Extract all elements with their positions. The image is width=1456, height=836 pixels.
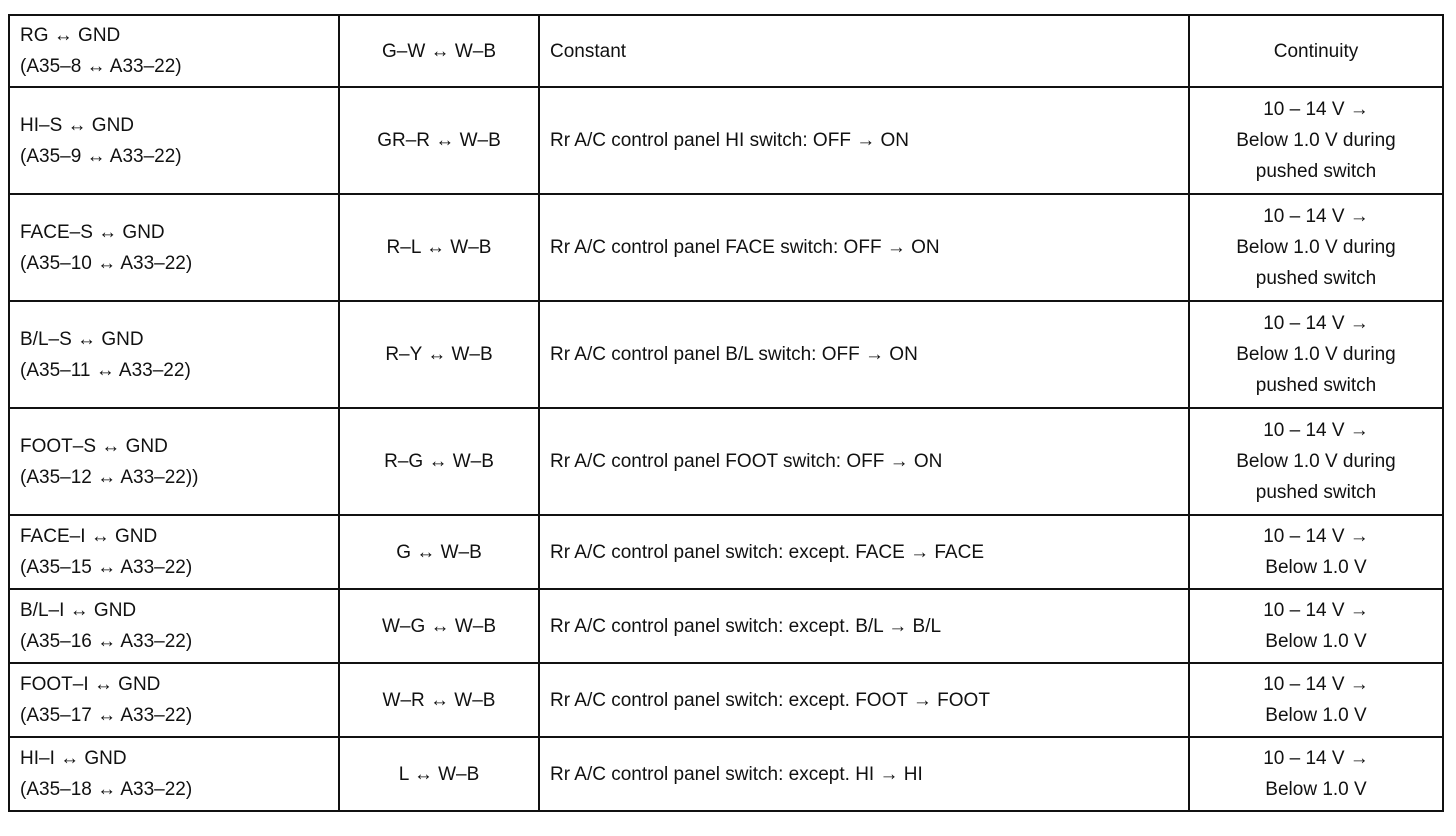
spec-line: Continuity bbox=[1273, 40, 1359, 62]
condition-cell: Rr A/C control panel FOOT switch: OFF → ON bbox=[539, 408, 1189, 515]
spec-line: pushed switch bbox=[1255, 268, 1377, 289]
specified-condition-cell bbox=[1189, 589, 1443, 663]
wire-color-cell: W–R ↔ W–B bbox=[339, 663, 539, 737]
terminal-cell bbox=[9, 15, 339, 87]
spec-line: Below 1.0 V during bbox=[1236, 130, 1396, 151]
condition-cell: Rr A/C control panel switch: except. B/L → B/L bbox=[539, 589, 1189, 663]
wire-color-cell: L ↔ W–B bbox=[339, 737, 539, 811]
table-row bbox=[9, 87, 1443, 194]
spec-line: 10 – 14 V → bbox=[1263, 206, 1369, 227]
wire-color-cell: G–W ↔ W–B bbox=[339, 15, 539, 87]
condition-cell: Rr A/C control panel switch: except. FOOT → FOOT bbox=[539, 663, 1189, 737]
terminal-pins: (A35–18 ↔ A33–22) bbox=[20, 779, 193, 800]
terminal-cell bbox=[9, 301, 339, 408]
spec-line: Below 1.0 V bbox=[1265, 705, 1367, 726]
terminal-name: FACE–S ↔ GND bbox=[20, 221, 165, 243]
specified-condition-cell bbox=[1189, 737, 1443, 811]
terminal-name: HI–I ↔ GND bbox=[20, 748, 127, 769]
table-row bbox=[9, 737, 1443, 811]
specified-condition-cell bbox=[1189, 408, 1443, 515]
terminal-cell bbox=[9, 515, 339, 589]
specified-condition-cell bbox=[1189, 301, 1443, 408]
terminal-spec-table bbox=[8, 14, 1444, 812]
table-row bbox=[9, 515, 1443, 589]
terminal-name: B/L–S ↔ GND bbox=[20, 328, 144, 350]
terminal-pins: (A35–8 ↔ A33–22) bbox=[20, 56, 182, 77]
wire-color-cell: G ↔ W–B bbox=[339, 515, 539, 589]
wire-color-cell: GR–R ↔ W–B bbox=[339, 87, 539, 194]
spec-line: 10 – 14 V → bbox=[1263, 748, 1369, 769]
table-row bbox=[9, 194, 1443, 301]
spec-line: Below 1.0 V bbox=[1265, 631, 1367, 652]
condition-cell: Rr A/C control panel switch: except. HI → HI bbox=[539, 737, 1189, 811]
table-row bbox=[9, 301, 1443, 408]
table-row bbox=[9, 408, 1443, 515]
condition-cell: Rr A/C control panel switch: except. FACE → FACE bbox=[539, 515, 1189, 589]
spec-line: 10 – 14 V → bbox=[1263, 420, 1369, 441]
spec-line: pushed switch bbox=[1255, 375, 1377, 396]
spec-line: 10 – 14 V → bbox=[1263, 99, 1369, 120]
table-row bbox=[9, 15, 1443, 87]
terminal-pins: (A35–16 ↔ A33–22) bbox=[20, 631, 193, 652]
spec-line: 10 – 14 V → bbox=[1263, 674, 1369, 695]
condition-cell: Rr A/C control panel FACE switch: OFF → ON bbox=[539, 194, 1189, 301]
terminal-name: B/L–I ↔ GND bbox=[20, 600, 137, 621]
condition-cell: Rr A/C control panel HI switch: OFF → ON bbox=[539, 87, 1189, 194]
specified-condition-cell bbox=[1189, 15, 1443, 87]
terminal-pins: (A35–11 ↔ A33–22) bbox=[20, 359, 191, 381]
terminal-name: FACE–I ↔ GND bbox=[20, 526, 158, 547]
condition-cell: Constant bbox=[539, 15, 1189, 87]
spec-line: pushed switch bbox=[1255, 161, 1377, 182]
terminal-cell bbox=[9, 589, 339, 663]
spec-line: 10 – 14 V → bbox=[1263, 313, 1369, 334]
terminal-cell bbox=[9, 663, 339, 737]
spec-line: 10 – 14 V → bbox=[1263, 526, 1369, 547]
spec-line: Below 1.0 V during bbox=[1236, 344, 1396, 365]
terminal-pins: (A35–10 ↔ A33–22) bbox=[20, 252, 193, 274]
table-row bbox=[9, 663, 1443, 737]
terminal-name: FOOT–I ↔ GND bbox=[20, 674, 161, 695]
spec-line: 10 – 14 V → bbox=[1263, 600, 1369, 621]
terminal-pins: (A35–15 ↔ A33–22) bbox=[20, 557, 193, 578]
terminal-pins: (A35–12 ↔ A33–22)) bbox=[20, 466, 199, 488]
specified-condition-cell bbox=[1189, 515, 1443, 589]
terminal-name: FOOT–S ↔ GND bbox=[20, 435, 168, 457]
specified-condition-cell bbox=[1189, 663, 1443, 737]
table-row bbox=[9, 589, 1443, 663]
terminal-pins: (A35–9 ↔ A33–22) bbox=[20, 145, 182, 167]
wire-color-cell: R–Y ↔ W–B bbox=[339, 301, 539, 408]
spec-line: Below 1.0 V during bbox=[1236, 451, 1396, 472]
condition-cell: Rr A/C control panel B/L switch: OFF → ON bbox=[539, 301, 1189, 408]
terminal-name: HI–S ↔ GND bbox=[20, 114, 135, 136]
spec-line: Below 1.0 V bbox=[1265, 779, 1367, 800]
terminal-name: RG ↔ GND bbox=[20, 25, 121, 46]
spec-line: pushed switch bbox=[1255, 482, 1377, 503]
wire-color-cell: R–L ↔ W–B bbox=[339, 194, 539, 301]
spec-line: Below 1.0 V bbox=[1265, 557, 1367, 578]
specified-condition-cell bbox=[1189, 194, 1443, 301]
wire-color-cell: W–G ↔ W–B bbox=[339, 589, 539, 663]
spec-line: Below 1.0 V during bbox=[1236, 237, 1396, 258]
wire-color-cell: R–G ↔ W–B bbox=[339, 408, 539, 515]
terminal-cell bbox=[9, 408, 339, 515]
terminal-cell bbox=[9, 737, 339, 811]
terminal-cell bbox=[9, 194, 339, 301]
specified-condition-cell bbox=[1189, 87, 1443, 194]
terminal-pins: (A35–17 ↔ A33–22) bbox=[20, 705, 193, 726]
terminal-cell bbox=[9, 87, 339, 194]
